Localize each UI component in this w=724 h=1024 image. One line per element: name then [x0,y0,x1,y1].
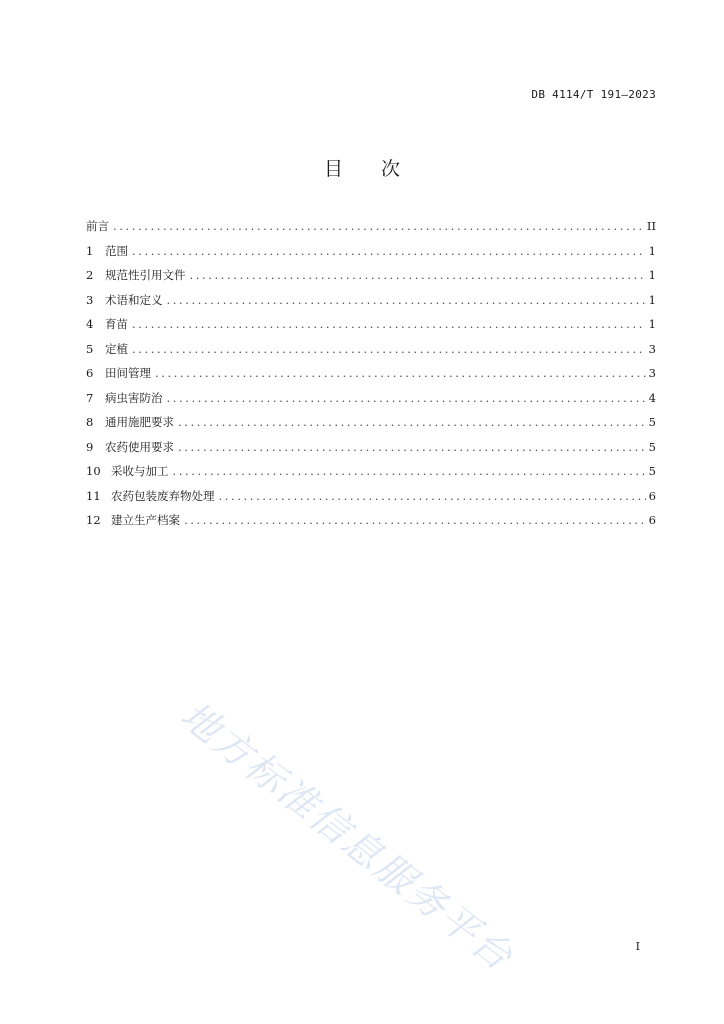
toc-entry-number: 8 [86,415,94,429]
toc-entry-label: 建立生产档案 [111,513,180,527]
toc-entry-label: 采收与加工 [111,464,169,478]
toc-entry-9[interactable] [86,439,656,464]
toc-entry-page: 4 [648,390,656,405]
toc-entry-number: 11 [86,488,101,503]
toc-leader-dots [163,293,647,307]
toc-entry-page: 5 [648,415,656,429]
toc-entry-label: 病虫害防治 [105,390,163,405]
toc-entry-page: 1 [648,292,656,307]
toc-entry-label: 农药使用要求 [105,439,174,454]
toc-leader-dots [186,268,647,282]
toc-entry-2[interactable] [86,267,656,292]
toc-entry-10[interactable] [86,463,656,488]
toc-leader-dots [163,391,647,405]
toc-leader-dots [128,244,646,258]
toc-entry-7[interactable] [86,390,656,415]
toc-entry-11[interactable] [86,488,656,513]
toc-entry-page: 1 [648,268,656,282]
toc-leader-dots [180,513,646,527]
toc-entry-number: 7 [86,390,94,405]
toc-entry-number: 6 [86,366,94,380]
toc-entry-number: 4 [86,317,94,331]
watermark: 地方标准信息服务平台 [172,692,523,981]
page-title [0,154,724,181]
toc-entry-label: 田间管理 [105,366,151,380]
toc-entry-12[interactable] [86,512,656,537]
toc-entry-page: 6 [648,488,656,503]
toc-entry-number: 9 [86,439,94,454]
toc-leader-dots [174,440,646,454]
toc-entry-label: 规范性引用文件 [105,268,186,282]
toc-entry-label: 定植 [105,341,128,356]
toc-entry-label: 前言 [86,219,109,233]
toc-entry-page: 1 [648,243,656,258]
toc-entry-page: 1 [648,317,656,331]
toc-entry-page: 3 [648,341,656,356]
toc-entry-number: 12 [86,513,101,527]
toc-entry-page: II [646,219,656,233]
toc-entry-3[interactable] [86,292,656,317]
toc-entry-label: 育苗 [105,317,128,331]
document-code: DB 4114/T 191—2023 [531,88,656,101]
toc-entry-number: 10 [86,464,101,478]
title-char-2: 次 [381,158,401,180]
toc-entry-4[interactable] [86,316,656,341]
toc-entry-page: 3 [648,366,656,380]
toc-leader-dots [128,317,646,331]
toc-leader-dots [128,342,646,356]
toc-entry-label: 通用施肥要求 [105,415,174,429]
toc-leader-dots [174,415,646,429]
toc-entry-page: 5 [648,439,656,454]
title-char-1: 目 [323,158,343,180]
toc-entry-number: 5 [86,341,94,356]
page-number: I [635,940,640,953]
toc-leader-dots [169,464,647,478]
toc-entry-number: 3 [86,292,94,307]
toc-entry-label: 术语和定义 [105,292,163,307]
toc-entry-6[interactable] [86,365,656,390]
toc-entry-page: 6 [648,513,656,527]
toc-entry-foreword[interactable] [86,218,656,243]
toc-entry-number: 2 [86,268,94,282]
toc-entry-page: 5 [648,464,656,478]
toc-entry-number: 1 [86,243,94,258]
toc-entry-5[interactable] [86,341,656,366]
toc-entry-label: 范围 [105,243,128,258]
toc-leader-dots [109,219,646,233]
toc-leader-dots [151,366,646,380]
toc-entry-label: 农药包装废弃物处理 [111,488,215,503]
toc-leader-dots [215,489,647,503]
table-of-contents [86,218,656,537]
toc-entry-1[interactable] [86,243,656,268]
toc-entry-8[interactable] [86,414,656,439]
